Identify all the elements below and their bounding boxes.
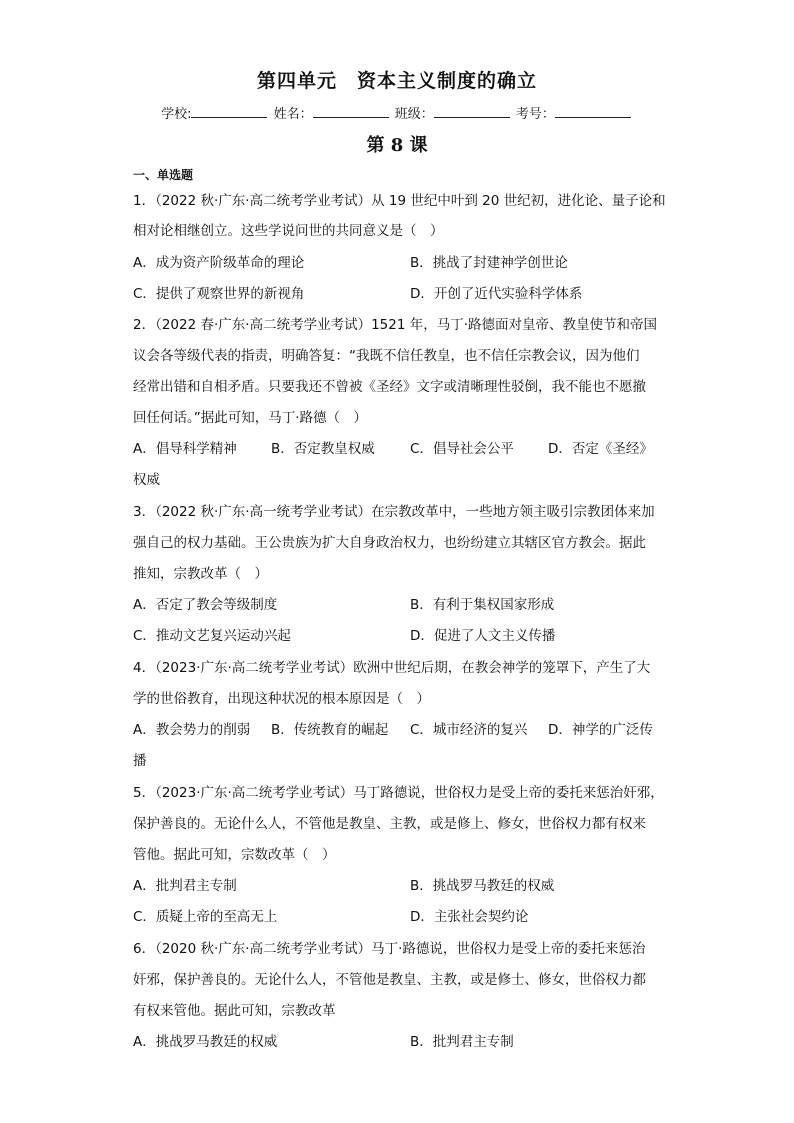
question-5-line-3: 管他。据此可知，宗数改革（ ） [133, 847, 336, 863]
question-6-option-b: B．批判君主专制 [410, 1034, 514, 1050]
question-5-line-2: 保护善良的。无论什么人，不管他是教皇、主教，或是修上、修女，世俗权力都有权来 [133, 816, 646, 832]
question-5-option-d: D．主张社会契约论 [410, 909, 529, 925]
question-3-option-b: B．有利于集权国家形成 [410, 597, 555, 613]
question-6-option-a: A．挑战罗马教廷的权威 [133, 1034, 278, 1050]
class-blank[interactable] [434, 103, 510, 118]
question-3-option-a: A．否定了教会等级制度 [133, 597, 278, 613]
question-1-line-2: 相对论相继创立。这些学说问世的共同意义是（ ） [133, 223, 444, 239]
question-6-line-1: 6．（2020 秋·广东·高二统考学业考试）马丁·路德说，世俗权力是受上帝的委托来惩治 [133, 941, 646, 957]
class-label: 班级： [394, 107, 434, 122]
question-1-line-1: 1．（2022 秋·广东·高二统考学业考试）从 19 世纪中叶到 20 世纪初，进化论、量子论和 [133, 193, 666, 209]
question-1-option-a: A．成为资产阶级革命的理论 [133, 255, 305, 271]
question-2-line-1: 2．（2022 春·广东·高二统考学业考试）1521 年，马丁·路德面对皇帝、教皇使节和帝国 [133, 317, 658, 333]
question-2-line-4: 回任何话。”据此可知，马丁·路德（ ） [133, 410, 368, 426]
question-1-option-c: C．提供了观察世界的新视角 [133, 286, 305, 302]
exam-no-label: 考号： [515, 107, 555, 122]
unit-title: 第四单元 资本主义制度的确立 [256, 70, 537, 92]
question-4-option-c: C．城市经济的复兴 [410, 722, 528, 738]
name-blank[interactable] [313, 103, 389, 118]
school-blank[interactable] [191, 103, 267, 118]
question-6-line-2: 奸邪，保护善良的。无论什么人，不管他是教皇、主教，或是修士、修女，世俗权力都 [133, 972, 646, 988]
section-heading: 一、单选题 [133, 168, 194, 182]
question-3-line-2: 强自己的权力基础。王公贵族为扩大自身政治权力，也纷纷建立其辖区官方教会。据此 [133, 535, 646, 551]
name-label: 姓名： [273, 107, 313, 122]
question-4-option-a: A．教会势力的削弱 [133, 722, 251, 738]
question-1-option-d: D．开创了近代实验科学体系 [410, 286, 583, 302]
question-2-option-d: D．否定《圣经》 [548, 441, 653, 457]
question-2-option-b: B．否定教皇权威 [271, 441, 375, 457]
question-2-line-3: 经常出错和自相矛盾。只要我还不曾被《圣经》文字或清晰理性驳倒，我不能也不愿撤 [133, 379, 646, 395]
question-4-line-1: 4．（2023·广东·高二统考学业考试）欧洲中世纪后期，在教会神学的笼罩下，产生了大 [133, 660, 651, 676]
question-4-option-d-wrap: 播 [133, 753, 147, 769]
question-5-option-a: A．批判君主专制 [133, 878, 237, 894]
question-3-line-1: 3．（2022 秋·广东·高一统考学业考试）在宗教改革中，一些地方领主吸引宗教团体来加 [133, 504, 655, 520]
question-2-option-c: C．倡导社会公平 [410, 441, 514, 457]
question-4-option-d: D．神学的广泛传 [548, 722, 653, 738]
question-5-option-c: C．质疑上帝的至高无上 [133, 909, 278, 925]
question-2-option-d-wrap: 权威 [133, 472, 160, 488]
question-3-line-3: 推知，宗教改革（ ） [133, 566, 268, 582]
student-info-line [0, 103, 794, 122]
question-4-option-b: B．传统教育的崛起 [271, 722, 389, 738]
question-5-option-b: B．挑战罗马教廷的权威 [410, 878, 555, 894]
question-3-option-d: D．促进了人文主义传播 [410, 628, 556, 644]
question-5-line-1: 5．（2023·广东·高二统考学业考试）马丁路德说，世俗权力是受上帝的委托来惩治奸邪， [133, 785, 664, 801]
school-label: 学校: [161, 107, 192, 122]
exam-no-blank[interactable] [555, 103, 631, 118]
question-2-option-a: A．倡导科学精神 [133, 441, 237, 457]
question-1-option-b: B．挑战了封建神学创世论 [410, 255, 568, 271]
question-2-line-2: 议会各等级代表的指责，明确答复：“我既不信任教皇，也不信任宗教会议，因为他们 [133, 348, 640, 364]
question-6-line-3: 有权来管他。据此可知，宗教改革 [133, 1003, 336, 1019]
lesson-title: 第 8 课 [366, 135, 428, 156]
question-3-option-c: C．推动文艺复兴运动兴起 [133, 628, 291, 644]
question-4-line-2: 学的世俗教育，出现这种状况的根本原因是（ ） [133, 691, 430, 707]
